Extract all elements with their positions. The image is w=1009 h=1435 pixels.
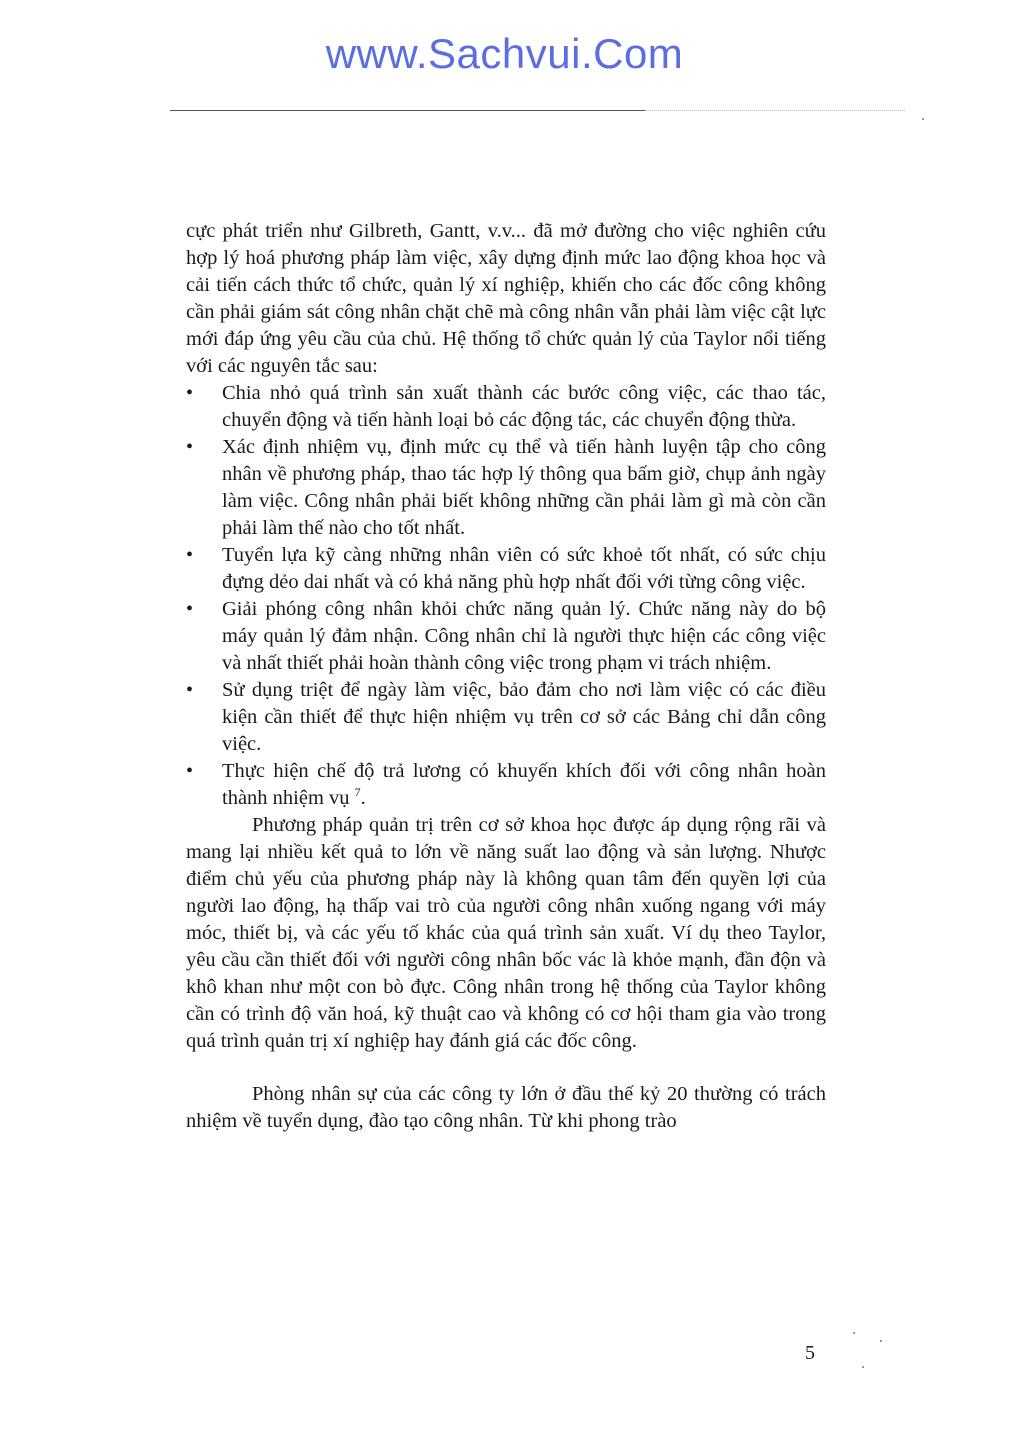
- list-item: [186, 434, 826, 542]
- watermark-link[interactable]: www.Sachvui.Com: [325, 30, 684, 77]
- page-number: 5: [805, 1342, 815, 1364]
- list-item: [186, 596, 826, 677]
- scan-speck: [862, 1366, 864, 1368]
- body-paragraph: Phương pháp quản trị trên cơ sở khoa học được áp dụng rộng rãi và mang lại nhiều kết quả to lớn về năng suất lao động và sản lượng. Nhược điểm chủ yếu của phương pháp này là không quan tâm đến quyền lợi của người lao động, hạ thấp vai trò của người công nhân xuống ngang với máy móc, thiết bị, và các yếu tố khác của quá trình sản xuất. Ví dụ theo Taylor, yêu cầu cần thiết đối với người công nhân bốc vác là khỏe mạnh, đần độn và khô khan như một con bò đực. Công nhân trong hệ thống của Taylor không cần có trình độ văn hoá, kỹ thuật cao và không có cơ hội tham gia vào trong quá trình quản trị xí nghiệp hay đánh giá các đốc công.: [186, 814, 826, 1052]
- scan-speck: [853, 1332, 855, 1334]
- principles-list: [186, 380, 826, 812]
- list-item-text: Sử dụng triệt để ngày làm việc, bảo đảm cho nơi làm việc có các điều kiện cần thiết để thực hiện nhiệm vụ trên cơ sở các Bảng chỉ dẫn công việc.: [222, 679, 826, 755]
- bullet-icon: •: [186, 760, 194, 782]
- bullet-icon: •: [186, 544, 194, 566]
- bullet-icon: •: [186, 436, 194, 458]
- footnote-reference: 7: [354, 785, 361, 800]
- bullet-icon: •: [186, 598, 194, 620]
- page-body: [186, 218, 826, 1135]
- list-item-text: Tuyển lựa kỹ càng những nhân viên có sức khoẻ tốt nhất, có sức chịu đựng dẻo dai nhất và có khả năng phù hợp nhất đối với từng công việc.: [222, 544, 826, 593]
- body-paragraph: Phòng nhân sự của các công ty lớn ở đầu thế kỷ 20 thường có trách nhiệm về tuyển dụng, đào tạo công nhân. Từ khi phong trào: [186, 1083, 826, 1132]
- list-item-text: Giải phóng công nhân khỏi chức năng quản lý. Chức năng này do bộ máy quản lý đảm nhận. Công nhân chỉ là người thực hiện các công việc và nhất thiết phải hoàn thành công việc trong phạm vi trách nhiệm.: [222, 598, 826, 674]
- list-item-text: Chia nhỏ quá trình sản xuất thành các bước công việc, các thao tác, chuyển động và tiến hành loại bỏ các động tác, các chuyển động thừa.: [222, 382, 826, 431]
- list-item: [186, 677, 826, 758]
- header-divider-dotted: [645, 110, 905, 111]
- intro-paragraph: cực phát triển như Gilbreth, Gantt, v.v... đã mở đường cho việc nghiên cứu hợp lý hoá phương pháp làm việc, xây dựng định mức lao động khoa học và cải tiến cách thức tổ chức, quản lý xí nghiệp, khiến cho các đốc công không cần phải giám sát công nhân chặt chẽ mà công nhân vẫn phải làm việc cật lực mới đáp ứng yêu cầu của chủ. Hệ thống tổ chức quản lý của Taylor nổi tiếng với các nguyên tắc sau:: [186, 220, 826, 377]
- bullet-icon: •: [186, 679, 194, 701]
- header-divider: [170, 110, 645, 111]
- list-item-suffix: .: [360, 787, 366, 809]
- scan-speck: [922, 118, 924, 120]
- paragraph-spacer: [186, 1055, 826, 1081]
- scan-speck: [880, 1340, 882, 1342]
- list-item-text: Xác định nhiệm vụ, định mức cụ thể và tiến hành luyện tập cho công nhân về phương pháp, thao tác hợp lý thông qua bấm giờ, chụp ảnh ngày làm việc. Công nhân phải biết không những cần phải làm gì mà còn cần phải làm thế nào cho tốt nhất.: [222, 436, 826, 539]
- list-item: [186, 542, 826, 596]
- list-item: [186, 758, 826, 812]
- bullet-icon: •: [186, 382, 194, 404]
- list-item-text: Thực hiện chế độ trả lương có khuyến khích đối với công nhân hoàn thành nhiệm vụ: [222, 760, 826, 809]
- list-item: [186, 380, 826, 434]
